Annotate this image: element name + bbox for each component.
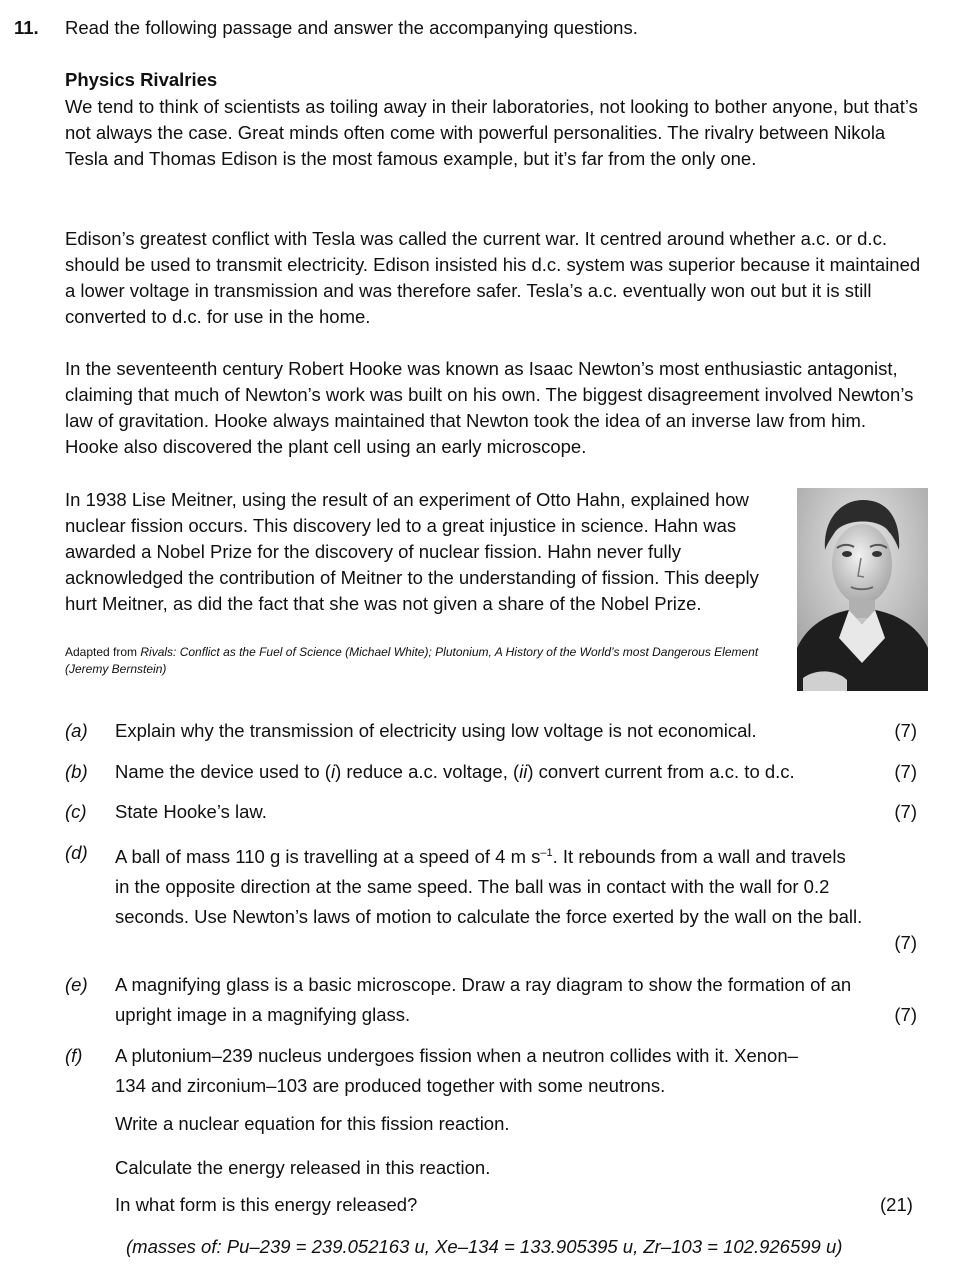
part-b-text	[115, 757, 885, 787]
part-c-label: (c)	[65, 801, 87, 822]
part-a-marks: (7)	[894, 720, 917, 741]
part-f-line-1: Write a nuclear equation for this fission reaction.	[115, 1113, 510, 1134]
passage-paragraph-1: We tend to think of scientists as toiling away in their laboratories, not looking to bother anyone, but that’s not always the case. Great minds often come with powerful personalities. The rivalry between Nikola Tesla and Thomas Edison is the most famous example, but it’s far from the only one.	[65, 96, 918, 169]
part-b-text-mid: ) reduce a.c. voltage, (	[335, 761, 520, 782]
part-d-marks: (7)	[894, 932, 917, 953]
part-b-text-post: ) convert current from a.c. to d.c.	[527, 761, 795, 782]
question-number: 11.	[14, 17, 39, 38]
part-b-text-pre: Name the device used to (	[115, 761, 331, 782]
question-part-b	[65, 757, 917, 787]
part-d-text-pre: A ball of mass 110 g is travelling at a speed of 4 m s	[115, 846, 541, 868]
question-part-f	[65, 1041, 917, 1101]
part-f-line-3: In what form is this energy released?	[115, 1194, 418, 1215]
part-f-line-2: Calculate the energy released in this reaction.	[115, 1157, 491, 1178]
part-c-marks: (7)	[894, 801, 917, 822]
part-e-text: A magnifying glass is a basic microscope. Draw a ray diagram to show the formation of an upright image in a magnifying glass.	[115, 974, 852, 1025]
part-b-marks: (7)	[894, 761, 917, 782]
passage-title: Physics Rivalries	[65, 69, 218, 90]
lise-meitner-portrait-image	[797, 488, 928, 691]
part-f-masses: (masses of: Pu–239 = 239.052163 u, Xe–134 = 133.905395 u, Zr–103 = 102.926599 u)	[126, 1236, 843, 1257]
question-intro: Read the following passage and answer the accompanying questions.	[65, 17, 638, 38]
passage-paragraph-4: In 1938 Lise Meitner, using the result of an experiment of Otto Hahn, explained how nuclear fission occurs. This discovery led to a great injustice in science. Hahn was awarded a Nobel Prize for the discovery of nuclear fission. Hahn never fully acknowledged the contribution of Meitner to the understanding of fission. This deeply hurt Meitner, as did the fact that she was not given a share of the Nobel Prize.	[65, 489, 759, 614]
part-b-label: (b)	[65, 761, 88, 782]
question-part-e	[65, 970, 917, 1030]
part-f-label: (f)	[65, 1045, 83, 1066]
part-a-label: (a)	[65, 720, 88, 741]
part-e-marks: (7)	[894, 1004, 917, 1025]
passage-source	[65, 644, 785, 678]
passage-paragraph-3: In the seventeenth century Robert Hooke was known as Isaac Newton’s most enthusiastic antagonist, claiming that much of Newton’s work was built on his own. The biggest disagreement involved Newton’s law of gravitation. Hooke always maintained that Newton took the idea of an inverse law from him. Hooke also discovered the plant cell using an early microscope.	[65, 358, 914, 457]
part-b-roman-ii: ii	[519, 761, 528, 782]
part-f-marks: (21)	[880, 1194, 913, 1215]
question-part-a	[65, 716, 917, 746]
part-d-label: (d)	[65, 842, 88, 863]
part-b-roman-i: i	[330, 761, 336, 782]
passage-paragraph-2: Edison’s greatest conflict with Tesla was called the current war. It centred around whether a.c. or d.c. should be used to transmit electricity. Edison insisted his d.c. system was superior because it maintained a lower voltage in transmission and was therefore safer. Tesla’s a.c. eventually won out but it is still converted to d.c. for use in the home.	[65, 228, 921, 327]
part-d-text	[115, 838, 865, 932]
question-part-d	[65, 838, 917, 958]
source-prefix: Adapted from	[65, 645, 141, 659]
part-d-text-post: . It rebounds from a wall and travels in the opposite direction at the same speed. The ball was in contact with the wall for 0.2 seconds. Use Newton’s laws of motion to calculate the force exerted by the wall on the ball.	[115, 846, 863, 928]
part-e-label: (e)	[65, 974, 88, 995]
part-c-text: State Hooke’s law.	[115, 801, 267, 822]
source-citation: Rivals: Conflict as the Fuel of Science (Michael White); Plutonium, A History of the World’s most Dangerous Element (Jeremy Bernstein)	[65, 645, 759, 676]
part-a-text: Explain why the transmission of electricity using low voltage is not economical.	[115, 720, 757, 741]
question-part-c	[65, 797, 917, 827]
part-d-superscript: –1	[540, 847, 553, 859]
part-f-text: A plutonium–239 nucleus undergoes fission when a neutron collides with it. Xenon–134 and zirconium–103 are produced together with some neutrons.	[115, 1045, 798, 1096]
